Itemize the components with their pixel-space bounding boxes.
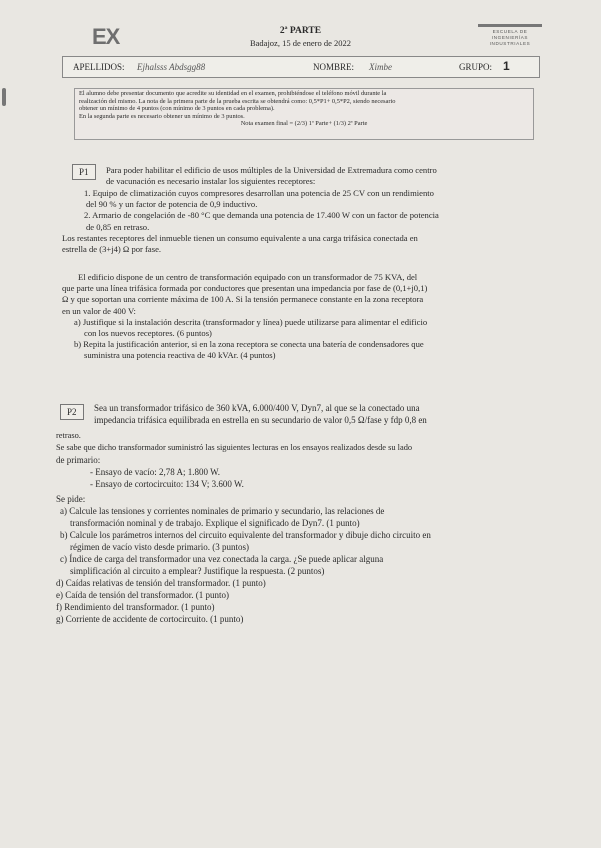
p1-line: que parte una línea trifásica formada por conductores que presentan una impedancia por fase de (0,1+j0,1) xyxy=(62,283,428,294)
p1-receptors xyxy=(84,188,439,233)
school-logo xyxy=(478,24,542,47)
apellidos-value: Ejhalsss Abdsgg88 xyxy=(137,62,206,72)
p1-line: Para poder habilitar el edificio de usos múltiples de la Universidad de Extremadura como centro xyxy=(106,165,437,175)
p2-line: g) Corriente de accidente de cortocircuito. (1 punto) xyxy=(56,614,244,624)
p1-line: en un valor de 400 V: xyxy=(62,305,136,316)
p2-line: retraso. xyxy=(56,431,81,440)
p1-line: de vacunación es necesario instalar los siguientes receptores: xyxy=(106,176,316,187)
p2-line: régimen de vacío visto desde primario. (3 puntos) xyxy=(70,542,249,552)
p2-line: simplificación al circuito a emplear? Justifique la respuesta. (2 puntos) xyxy=(70,566,325,576)
instructions-box xyxy=(74,88,534,140)
p1-line: 1. Equipo de climatización cuyos compresores desarrollan una potencia de 25 CV con un rendimiento xyxy=(84,188,434,198)
p1-line: del 90 % y un factor de potencia de 0,9 inductivo. xyxy=(86,199,258,210)
instruction-line: realización del mismo. La nota de la primera parte de la prueba escrita se obtendrá como: 0,5*P1+ 0,5*P2, siendo necesario xyxy=(79,97,396,105)
p2-body xyxy=(56,430,431,625)
p1-text-1 xyxy=(106,165,437,187)
problem-2-label: P2 xyxy=(60,404,84,420)
p1-line: Los restantes receptores del inmueble tienen un consumo equivalente a una carga trifásica conectada en xyxy=(62,233,418,243)
p2-line: a) Calcule las tensiones y corrientes nominales de primario y secundario, las relaciones de xyxy=(60,506,385,516)
exam-part-title: 2ª PARTE xyxy=(279,26,322,36)
p1-remaining-load xyxy=(62,233,418,255)
p1-transformer-text xyxy=(62,272,427,362)
instruction-line: En la segunda parte es necesario obtener un mínimo de 3 puntos. xyxy=(79,112,245,120)
p1-line: estrella de (3+j4) Ω por fase. xyxy=(62,244,162,255)
binder-hole xyxy=(2,88,6,106)
p2-line: transformación nominal y de trabajo. Explique el significado de Dyn7. (1 punto) xyxy=(70,518,360,528)
p2-line: d) Caídas relativas de tensión del transformador. (1 punto) xyxy=(56,578,266,588)
p2-line: c) Índice de carga del transformador una vez conectada la carga. ¿Se puede aplicar alguna xyxy=(60,554,384,564)
university-logo: EX xyxy=(92,24,120,49)
instruction-line: El alumno debe presentar documento que acredite su identidad en el examen, prohibiéndose el teléfono móvil durante la xyxy=(79,90,387,97)
school-line-3: INDUSTRIALES xyxy=(489,41,531,46)
p1-line: El edificio dispone de un centro de transformación equipado con un transformador de 75 KVA, del xyxy=(78,272,418,282)
apellidos-label: APELLIDOS: xyxy=(73,62,125,72)
school-line-2: INGENIERÍAS xyxy=(491,35,529,40)
problem-1-label: P1 xyxy=(72,164,96,180)
p1-line: Ω y que soportan una corriente máxima de 100 A. Si la tensión permanece constante en la zona receptora xyxy=(62,294,424,305)
grupo-value: 1 xyxy=(503,59,510,73)
student-id-row xyxy=(62,56,540,78)
nombre-label: NOMBRE: xyxy=(313,62,355,72)
nombre-value: Ximbe xyxy=(369,62,392,72)
p2-line: - Ensayo de vacío: 2,78 A; 1.800 W. xyxy=(90,467,220,477)
grade-formula: Nota examen final = (2/3) 1ª Parte+ (1/3) 2ª Parte xyxy=(240,120,368,128)
grupo-label: GRUPO: xyxy=(459,62,493,72)
p2-line: de primario: xyxy=(56,455,101,465)
p1-line: 2. Armario de congelación de -80 °C que demanda una potencia de 17.400 W con un factor de potencia xyxy=(84,210,439,221)
p1-line: b) Repita la justificación anterior, si en la zona receptora se conecta una batería de condensadores que xyxy=(74,339,424,350)
p2-line: e) Caída de tensión del transformador. (1 punto) xyxy=(56,590,229,600)
instruction-line: obtener un mínimo de 4 puntos (con mínimo de 3 puntos en cada problema). xyxy=(79,105,275,113)
p2-line: f) Rendimiento del transformador. (1 punto) xyxy=(56,602,215,612)
p1-line: a) Justifique si la instalación descrita (transformador y línea) puede utilizarse para alimentar el edificio xyxy=(74,316,428,327)
school-line-1: ESCUELA DE xyxy=(492,29,528,34)
p2-line: Sea un transformador trifásico de 360 kVA, 6.000/400 V, Dyn7, al que se la conectado una xyxy=(94,403,420,413)
p1-line: con los nuevos receptores. (6 puntos) xyxy=(84,328,212,339)
school-logo-bar xyxy=(478,24,542,27)
p2-line: Se pide: xyxy=(56,494,86,504)
p1-line: de 0,85 en retraso. xyxy=(86,221,150,232)
p2-line: Se sabe que dicho transformador suministró las siguientes lecturas en los ensayos realizados desde su lado xyxy=(56,443,413,452)
p2-line: - Ensayo de cortocircuito: 134 V; 3.600 W. xyxy=(90,479,244,489)
p2-text-1 xyxy=(94,402,427,426)
p2-line: impedancia trifásica equilibrada en estrella en su secundario de valor 0,5 Ω/fase y fdp 0,8 en xyxy=(94,415,427,425)
p2-line: b) Calcule los parámetros internos del circuito equivalente del transformador y dibuje dicho circuito en xyxy=(60,530,431,540)
p1-line: suministra una potencia reactiva de 40 kVAr. (4 puntos) xyxy=(84,350,276,361)
exam-date: Badajoz, 15 de enero de 2022 xyxy=(249,38,352,48)
